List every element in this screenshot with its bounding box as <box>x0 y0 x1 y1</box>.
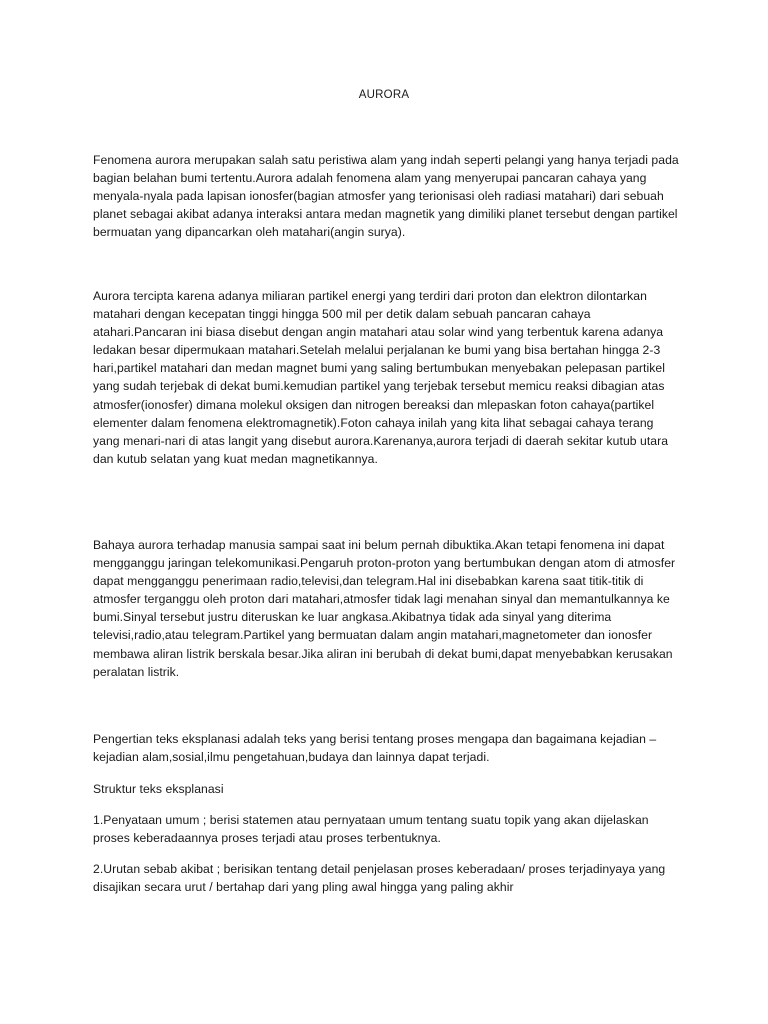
paragraph-danger-aurora: Bahaya aurora terhadap manusia sampai saat ini belum pernah dibuktika.Akan tetapi fenomena ini dapat mengganggu jaringan telekomunikasi.Pengaruh proton-proton yang bertumbukan dengan atom di atmosfer dapat mengganggu penerimaan radio,televisi,dan telegram.Hal ini disebabkan karena saat titik-titik di atmosfer terganggu oleh proton dari matahari,atmosfer tidak lagi menahan sinyal dan memantulkannya ke bumi.Sinyal tersebut justru diteruskan ke luar angkasa.Akibatnya tidak ada sinyal yang diterima televisi,radio,atau telegram.Partikel yang bermuatan dalam angin matahari,magnetometer dan ionosfer membawa aliran listrik berskala besar.Jika aliran ini berubah di dekat bumi,dapat menyebabkan kerusakan peralatan listrik. <box>93 538 676 679</box>
section-heading-structure: Struktur teks eksplanasi <box>93 782 224 796</box>
paragraph-formation-aurora: Aurora tercipta karena adanya miliaran partikel energi yang terdiri dari proton dan elektron dilontarkan matahari dengan kecepatan tinggi hingga 500 mil per detik dalam sebuah pancaran cahaya atahari.Pancaran ini biasa disebut dengan angin matahari atau solar wind yang terbentuk karena adanya ledakan besar dipermukaan matahari.Setelah melalui perjalanan ke bumi yang bisa bertahan hingga 2-3 hari,partikel matahari dan medan magnet bumi yang saling bertumbukan menyebakan pelepasan partikel yang sudah terjebak di dekat bumi.kemudian partikel yang terjebak tersebut memicu reaksi dibagian atas atmosfer(ionosfer) dimana molekul oksigen dan nitrogen bereaksi dan mlepaskan foton cahaya(partikel elementer dalam fenomena elektromagnetik).Foton cahaya inilah yang kita lihat sebagai cahaya terang yang menari-nari di atas langit yang disebut aurora.Karenanya,aurora terjadi di daerah sekitar kutub utara dan kutub selatan yang kuat medan magnetikannya. <box>93 289 669 466</box>
paragraph-explanation-definition: Pengertian teks eksplanasi adalah teks yang berisi tentang proses mengapa dan bagaimana kejadian – kejadian alam,sosial,ilmu pengetahuan,budaya dan lainnya dapat terjadi. <box>93 732 657 765</box>
paragraph-definition-aurora: Fenomena aurora merupakan salah satu peristiwa alam yang indah seperti pelangi yang hanya terjadi pada bagian belahan bumi tertentu.Aurora adalah fenomena alam yang menyerupai pancaran cahaya yang menyala-nyala pada lapisan ionosfer(bagian atmosfer yang terionisasi oleh radiasi matahari) dari sebuah planet sebagai akibat adanya interaksi antara medan magnetik yang dimiliki planet tersebut dengan partikel bermuatan yang dipancarkan oleh matahari(angin surya). <box>93 153 679 240</box>
list-item-general-statement: 1.Penyataan umum ; berisi statemen atau pernyataan umum tentang suatu topik yang akan dijelaskan proses keberadaannya proses terjadi atau proses terbentuknya. <box>93 813 649 846</box>
list-item-cause-effect: 2.Urutan sebab akibat ; berisikan tentang detail penjelasan proses keberadaan/ proses terjadinyaya yang disajikan secara urut / bertahap dari yang pling awal hingga yang paling akhir <box>93 862 666 895</box>
document-title: AURORA <box>358 89 410 101</box>
